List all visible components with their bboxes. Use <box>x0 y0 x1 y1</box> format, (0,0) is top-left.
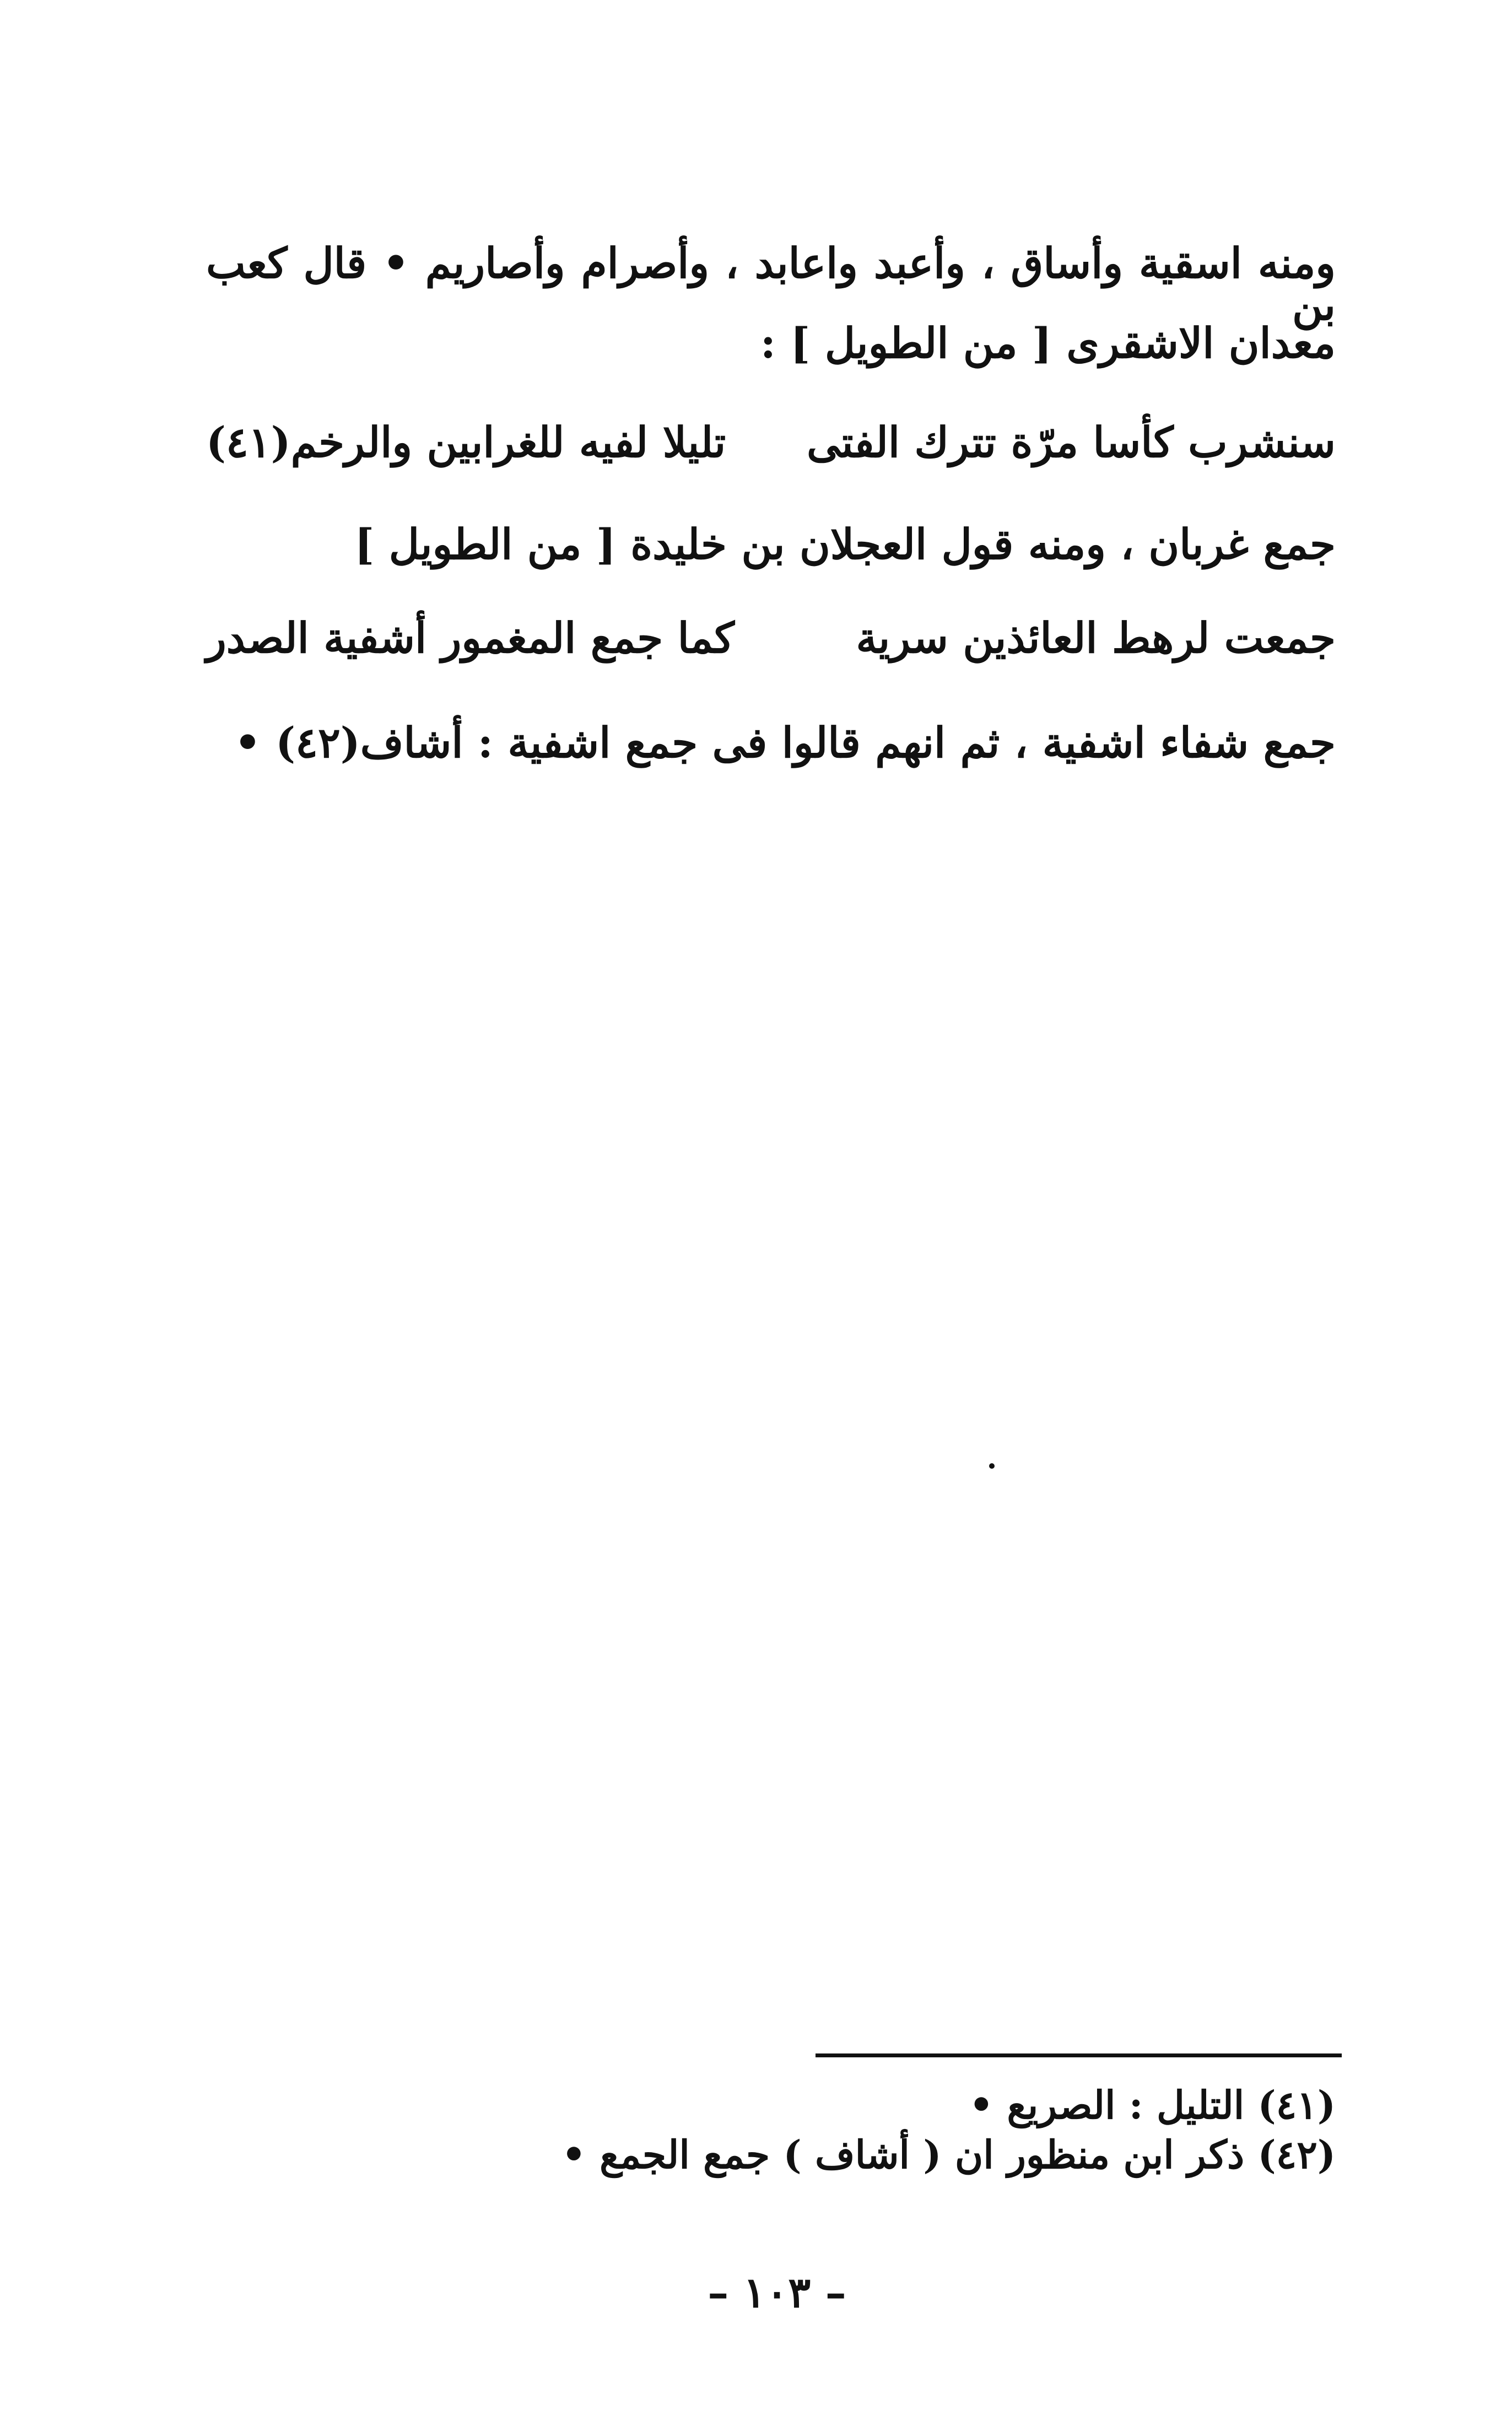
body-line-1: ومنه اسقية وأساق ، وأعبد واعابد ، وأصرام وأصاريم • قال كعب بن <box>206 239 1336 330</box>
verse-1-second-hemistich: تليلا لفيه للغرابين والرخم(٤١) <box>206 418 726 467</box>
footnote-41: (٤١) التليل : الصريع • <box>969 2082 1336 2128</box>
verse-2 <box>206 613 1336 667</box>
footnote-42: (٤٢) ذكر ابن منظور ان ( أشاف ) جمع الجمع • <box>561 2132 1336 2177</box>
verse-2-second-hemistich: كما جمع المغمور أشفية الصدر <box>206 613 735 662</box>
footnote-separator-rule <box>816 2053 1342 2057</box>
verse-1 <box>206 418 1336 471</box>
body-line-4: جمع شفاء اشفية ، ثم انهم قالوا فى جمع اشفية : أشاف(٤٢) • <box>234 718 1336 767</box>
body-line-3: جمع غربان ، ومنه قول العجلان بن خليدة [ من الطويل ] <box>354 520 1336 569</box>
page-number: – ١٠٣ – <box>708 2268 846 2317</box>
body-line-2: معدان الاشقرى [ من الطويل ] : <box>760 319 1336 368</box>
verse-2-first-hemistich: جمعت لرهط العائذين سرية <box>856 613 1336 662</box>
print-speck <box>989 1463 995 1469</box>
verse-1-first-hemistich: سنشرب كأسا مرّة تترك الفتى <box>806 418 1336 467</box>
